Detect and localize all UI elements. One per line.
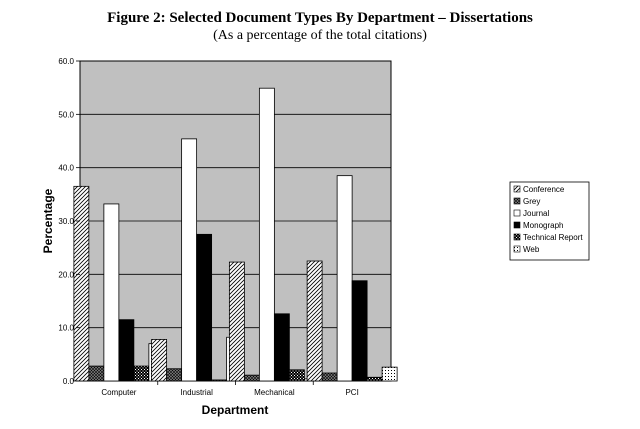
bar-grey [167,369,182,381]
bar-technical-report [367,377,382,381]
bar-conference [152,339,167,381]
y-tick-label: 20.0 [58,270,74,280]
legend-label: Monograph [523,221,564,230]
legend-swatch [514,186,520,192]
y-tick-label: 10.0 [58,323,74,333]
bar-grey [322,373,337,381]
bar-monograph [352,281,367,381]
legend [510,182,589,260]
y-axis-label: Percentage [41,188,55,254]
legend-swatch [514,222,520,228]
bar-journal [259,88,274,381]
bar-conference [74,186,89,381]
legend-swatch [514,246,520,252]
x-tick-label: Industrial [180,388,213,397]
bar-journal [337,176,352,381]
bar-grey [244,375,259,381]
bar-monograph [119,320,134,381]
bar-technical-report [134,366,149,381]
bar-monograph [274,314,289,381]
y-tick-label: 50.0 [58,110,74,120]
bar-journal [182,139,197,381]
bar-conference [307,261,322,381]
legend-label: Grey [523,197,541,206]
y-tick-label: 40.0 [58,163,74,173]
bar-web [382,367,397,381]
legend-label: Journal [523,209,550,218]
y-tick-label: 60.0 [58,57,74,66]
chart-subtitle: (As a percentage of the total citations) [213,28,427,43]
y-tick-label: 0.0 [62,377,74,386]
x-tick-label: Computer [101,388,137,397]
x-tick-label: Mechanical [254,388,295,397]
bar-technical-report [212,380,227,381]
legend-label: Technical Report [523,233,583,242]
x-axis-label: Department [201,403,269,417]
legend-label: Web [523,245,540,254]
y-tick-label: 30.0 [58,217,74,226]
legend-swatch [514,198,520,204]
bar-monograph [197,234,212,381]
chart-title: Figure 2: Selected Document Types By Department – Dissertations [107,10,533,26]
bar-grey [89,366,104,381]
bar-journal [104,204,119,381]
legend-swatch [514,234,520,240]
x-axis-ticks [101,381,358,397]
x-tick-label: PCI [345,388,359,397]
legend-swatch [514,210,520,216]
bar-technical-report [289,370,304,381]
bar-conference [229,262,244,381]
legend-label: Conference [523,185,565,194]
